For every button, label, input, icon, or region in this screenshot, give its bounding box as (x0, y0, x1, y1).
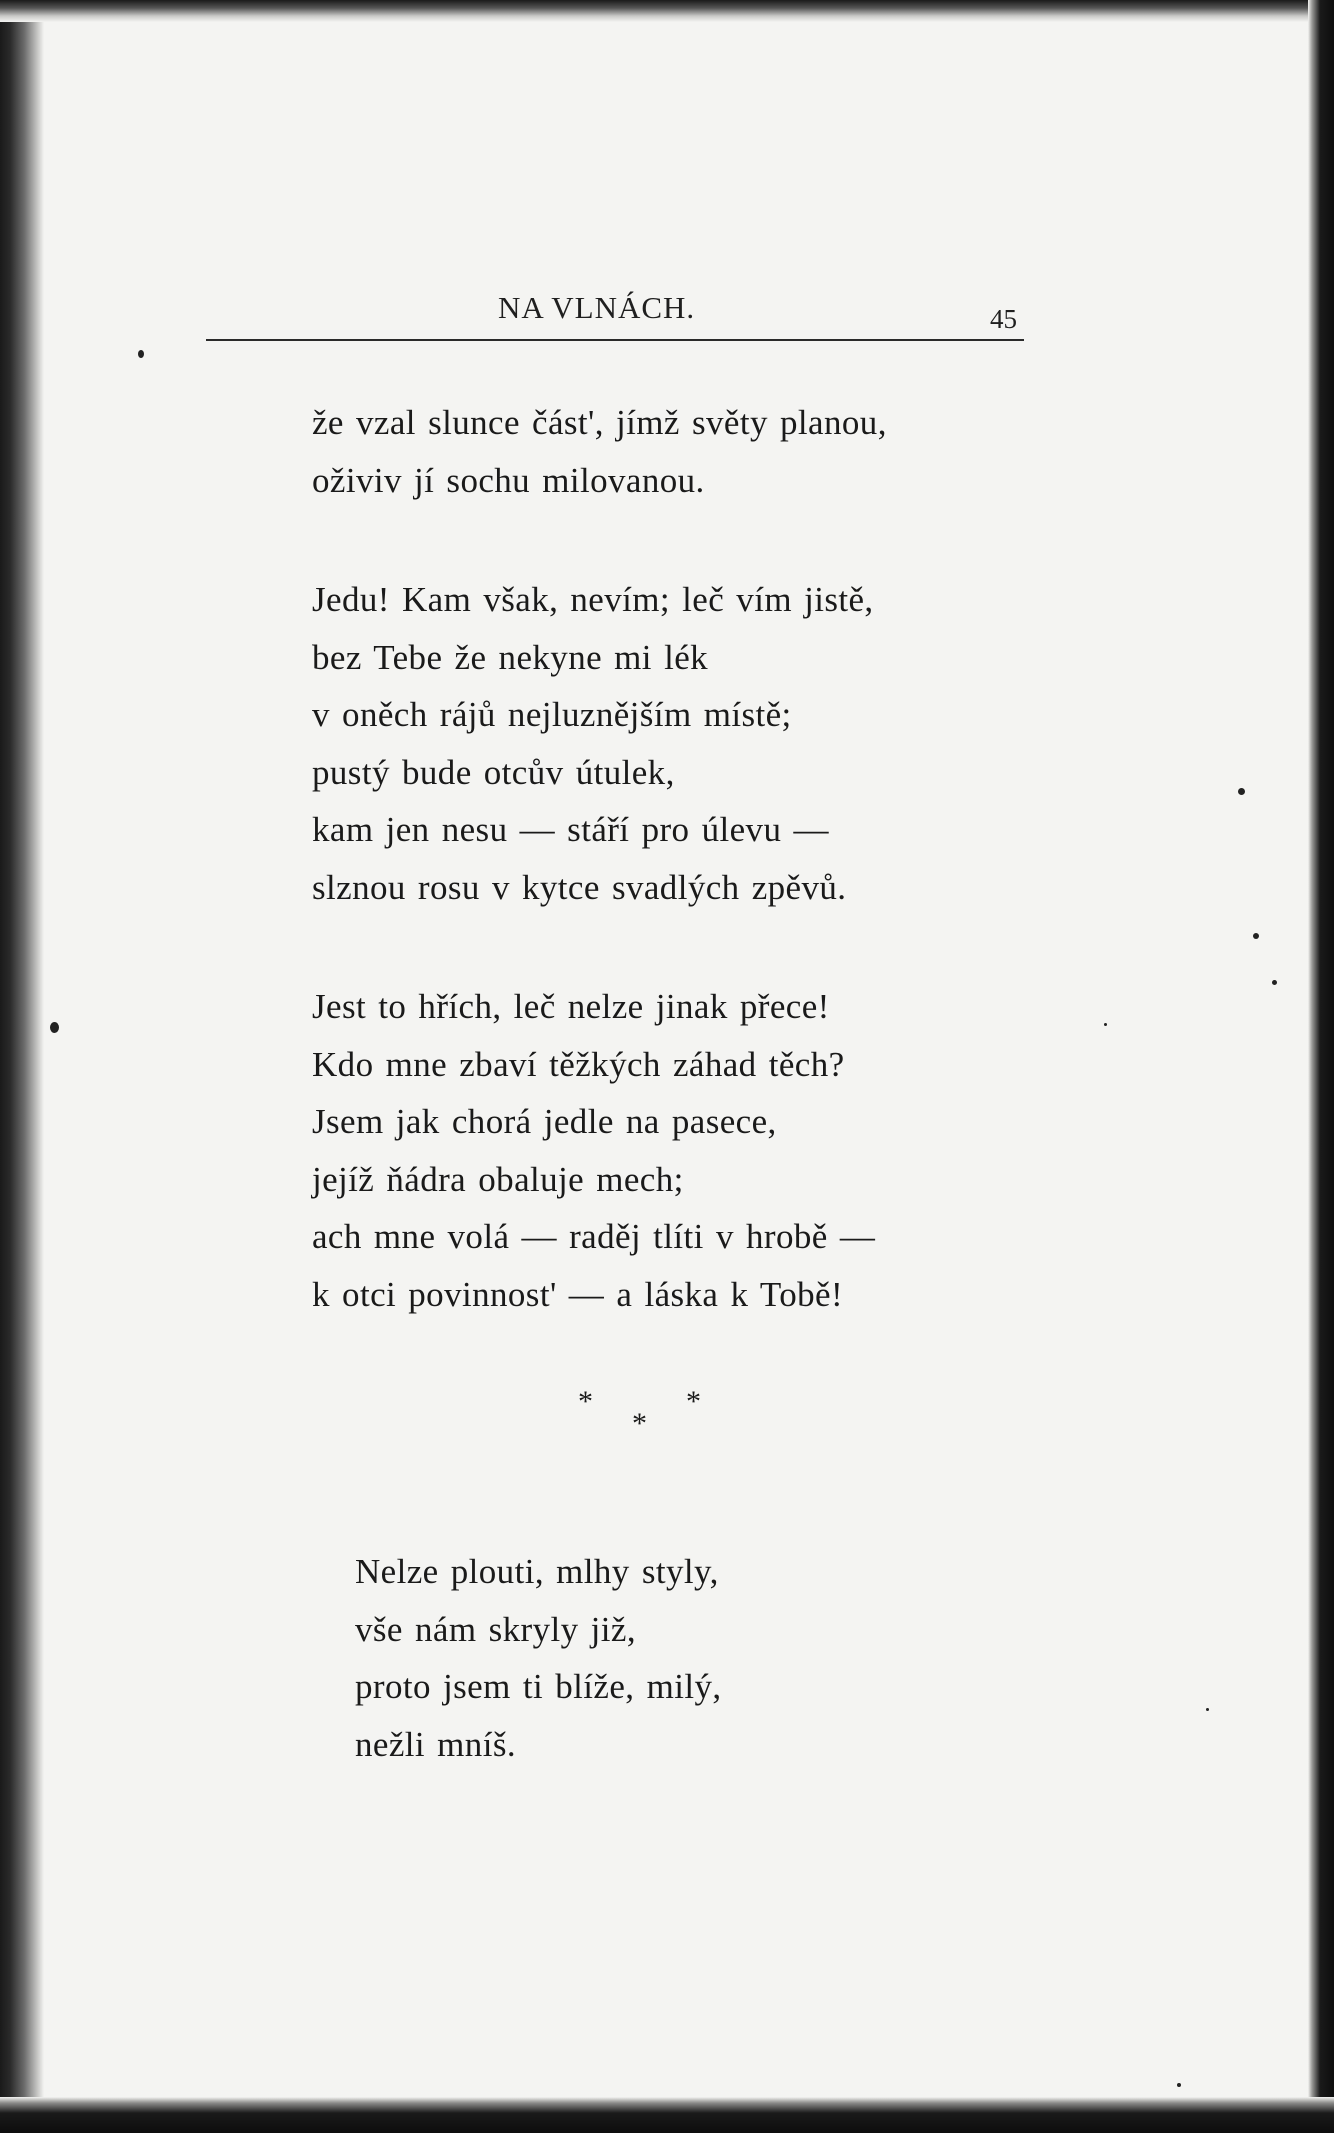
scan-edge-top (0, 0, 1334, 22)
poem-line: že vzal slunce část', jímž světy planou, (312, 403, 887, 442)
asterisk: * (578, 1385, 593, 1418)
asterisk: * (632, 1407, 647, 1440)
poem-line: ach mne volá — raděj tlíti v hrobě — (312, 1217, 876, 1256)
poem-line: kam jen nesu — stáří pro úlevu — (312, 810, 829, 849)
poem-stanza-3 (312, 978, 875, 1323)
poem-line: k otci povinnost' — a láska k Tobě! (312, 1274, 844, 1314)
poem-line: v oněch rájů nejluznějším místě; (312, 695, 792, 734)
poem-line: slznou rosu v kytce svadlých zpěvů. (312, 867, 847, 907)
asterisk: * (686, 1385, 701, 1418)
poem-stanza-4 (355, 1543, 722, 1773)
poem-line: bez Tebe že nekyne mi lék (312, 637, 709, 677)
scan-edge-left (0, 0, 44, 2133)
poem-line: Nelze plouti, mlhy styly, (355, 1552, 719, 1591)
poem-line: nežli mníš. (355, 1724, 516, 1764)
header-rule (206, 339, 1024, 341)
poem-line: jejíž ňádra obaluje mech; (312, 1159, 684, 1199)
section-separator (570, 1385, 720, 1455)
scan-edge-bottom (0, 2097, 1334, 2133)
poem-stanza-1 (312, 394, 887, 509)
poem-line: vše nám skryly již, (355, 1609, 636, 1649)
scan-speck (1253, 933, 1259, 939)
scan-speck (1206, 1708, 1209, 1711)
poem-line: Jest to hřích, leč nelze jinak přece! (312, 987, 830, 1026)
scan-edge-right (1308, 0, 1334, 2133)
poem-line: oživiv jí sochu milovanou. (312, 460, 705, 500)
poem-line: Kdo mne zbaví těžkých záhad těch? (312, 1044, 845, 1084)
page-number: 45 (990, 304, 1017, 334)
poem-line: proto jsem ti blíže, milý, (355, 1667, 722, 1706)
scan-speck (1272, 980, 1277, 985)
poem-line: pustý bude otcův útulek, (312, 752, 675, 792)
poem-line: Jedu! Kam však, nevím; leč vím jistě, (312, 580, 874, 619)
running-head: NA VLNÁCH. (498, 290, 696, 325)
poem-stanza-2 (312, 571, 874, 916)
scan-speck (50, 1022, 59, 1033)
scan-speck (1104, 1023, 1107, 1026)
scan-speck (1177, 2083, 1181, 2087)
poem-line: Jsem jak chorá jedle na pasece, (312, 1102, 777, 1141)
scan-speck (138, 350, 144, 358)
scan-speck (1238, 788, 1245, 795)
